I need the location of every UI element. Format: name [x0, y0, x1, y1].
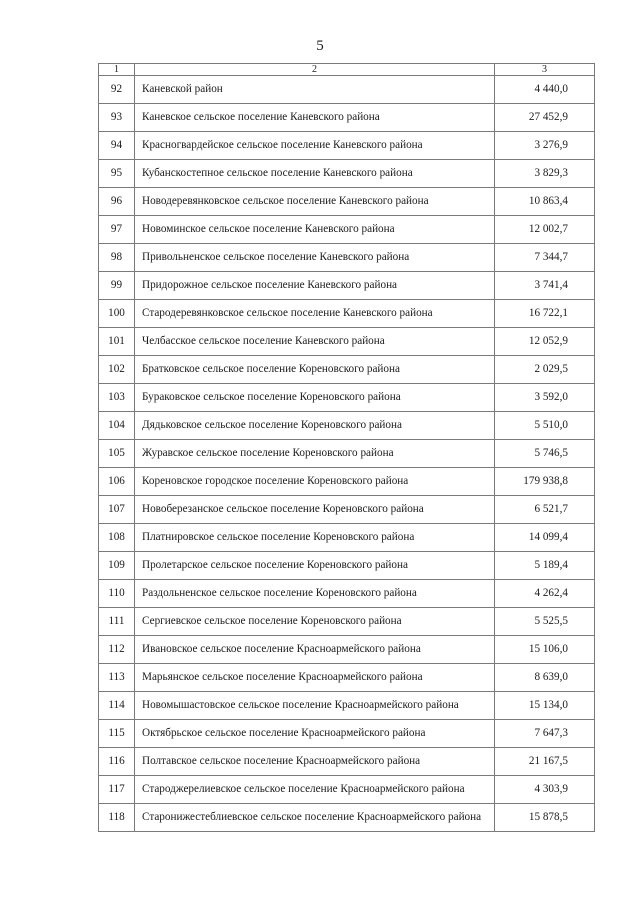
settlement-name: Пролетарское сельское поселение Кореновского района — [135, 552, 495, 580]
settlement-name: Каневской район — [135, 76, 495, 104]
settlement-name: Новоберезанское сельское поселение Кореновского района — [135, 496, 495, 524]
row-number: 94 — [99, 132, 135, 160]
settlement-name: Платнировское сельское поселение Кореновского района — [135, 524, 495, 552]
table-header-row — [99, 64, 595, 76]
table-row — [99, 748, 595, 776]
row-number: 108 — [99, 524, 135, 552]
amount-value: 15 106,0 — [495, 636, 595, 664]
table-row — [99, 104, 595, 132]
amount-value: 21 167,5 — [495, 748, 595, 776]
amount-value: 12 002,7 — [495, 216, 595, 244]
table-row — [99, 76, 595, 104]
settlement-name: Братковское сельское поселение Кореновского района — [135, 356, 495, 384]
row-number: 114 — [99, 692, 135, 720]
amount-value: 5 189,4 — [495, 552, 595, 580]
amount-value: 3 592,0 — [495, 384, 595, 412]
settlement-name: Каневское сельское поселение Каневского района — [135, 104, 495, 132]
row-number: 92 — [99, 76, 135, 104]
table-row — [99, 328, 595, 356]
column-header-value: 3 — [495, 64, 595, 76]
row-number: 105 — [99, 440, 135, 468]
row-number: 93 — [99, 104, 135, 132]
settlement-name: Марьянское сельское поселение Красноармейского района — [135, 664, 495, 692]
amount-value: 7 647,3 — [495, 720, 595, 748]
table-row — [99, 664, 595, 692]
table-row — [99, 496, 595, 524]
row-number: 111 — [99, 608, 135, 636]
amount-value: 5 525,5 — [495, 608, 595, 636]
settlement-name: Челбасское сельское поселение Каневского района — [135, 328, 495, 356]
table-body — [99, 76, 595, 832]
page-number: 5 — [316, 38, 324, 54]
amount-value: 5 510,0 — [495, 412, 595, 440]
row-number: 112 — [99, 636, 135, 664]
row-number: 103 — [99, 384, 135, 412]
settlement-name: Старонижестеблиевское сельское поселение Красноармейского района — [135, 804, 495, 832]
amount-value: 3 741,4 — [495, 272, 595, 300]
settlement-name: Журавское сельское поселение Кореновского района — [135, 440, 495, 468]
table-row — [99, 384, 595, 412]
settlement-name: Полтавское сельское поселение Красноармейского района — [135, 748, 495, 776]
column-header-number: 1 — [99, 64, 135, 76]
settlement-name: Кубанскостепное сельское поселение Каневского района — [135, 160, 495, 188]
column-header-name: 2 — [135, 64, 495, 76]
amount-value: 8 639,0 — [495, 664, 595, 692]
table-row — [99, 580, 595, 608]
row-number: 100 — [99, 300, 135, 328]
table-row — [99, 636, 595, 664]
row-number: 115 — [99, 720, 135, 748]
settlement-name: Кореновское городское поселение Кореновского района — [135, 468, 495, 496]
amount-value: 12 052,9 — [495, 328, 595, 356]
amount-value: 16 722,1 — [495, 300, 595, 328]
settlement-name: Придорожное сельское поселение Каневского района — [135, 272, 495, 300]
table-row — [99, 468, 595, 496]
settlement-name: Староджерелиевское сельское поселение Красноармейского района — [135, 776, 495, 804]
row-number: 110 — [99, 580, 135, 608]
amount-value: 6 521,7 — [495, 496, 595, 524]
row-number: 97 — [99, 216, 135, 244]
table-row — [99, 300, 595, 328]
table-row — [99, 524, 595, 552]
amount-value: 15 134,0 — [495, 692, 595, 720]
amount-value: 2 029,5 — [495, 356, 595, 384]
amount-value: 4 303,9 — [495, 776, 595, 804]
amount-value: 27 452,9 — [495, 104, 595, 132]
row-number: 104 — [99, 412, 135, 440]
table-row — [99, 440, 595, 468]
amount-value: 15 878,5 — [495, 804, 595, 832]
row-number: 118 — [99, 804, 135, 832]
row-number: 95 — [99, 160, 135, 188]
table-row — [99, 272, 595, 300]
amount-value: 4 262,4 — [495, 580, 595, 608]
row-number: 98 — [99, 244, 135, 272]
amount-value: 5 746,5 — [495, 440, 595, 468]
table-row — [99, 160, 595, 188]
table-row — [99, 356, 595, 384]
row-number: 107 — [99, 496, 135, 524]
row-number: 96 — [99, 188, 135, 216]
table-row — [99, 552, 595, 580]
settlement-name: Дядьковское сельское поселение Кореновского района — [135, 412, 495, 440]
settlement-name: Бураковское сельское поселение Кореновского района — [135, 384, 495, 412]
settlement-name: Привольненское сельское поселение Каневского района — [135, 244, 495, 272]
settlement-name: Новоминское сельское поселение Каневского района — [135, 216, 495, 244]
table-row — [99, 188, 595, 216]
row-number: 106 — [99, 468, 135, 496]
row-number: 99 — [99, 272, 135, 300]
table-row — [99, 216, 595, 244]
row-number: 102 — [99, 356, 135, 384]
row-number: 117 — [99, 776, 135, 804]
settlement-name: Новодеревянковское сельское поселение Каневского района — [135, 188, 495, 216]
settlement-name: Стародеревянковское сельское поселение Каневского района — [135, 300, 495, 328]
settlement-name: Раздольненское сельское поселение Кореновского района — [135, 580, 495, 608]
settlement-name: Ивановское сельское поселение Красноармейского района — [135, 636, 495, 664]
amount-value: 3 829,3 — [495, 160, 595, 188]
table-row — [99, 244, 595, 272]
amount-value: 3 276,9 — [495, 132, 595, 160]
amount-value: 4 440,0 — [495, 76, 595, 104]
row-number: 109 — [99, 552, 135, 580]
settlement-name: Октябрьское сельское поселение Красноармейского района — [135, 720, 495, 748]
table-row — [99, 804, 595, 832]
amount-value: 179 938,8 — [495, 468, 595, 496]
settlement-name: Красногвардейское сельское поселение Каневского района — [135, 132, 495, 160]
row-number: 101 — [99, 328, 135, 356]
amount-value: 14 099,4 — [495, 524, 595, 552]
amount-value: 7 344,7 — [495, 244, 595, 272]
row-number: 116 — [99, 748, 135, 776]
table-row — [99, 412, 595, 440]
budget-table — [98, 63, 595, 832]
table-row — [99, 608, 595, 636]
table-row — [99, 132, 595, 160]
row-number: 113 — [99, 664, 135, 692]
table-row — [99, 776, 595, 804]
settlement-name: Новомышастовское сельское поселение Красноармейского района — [135, 692, 495, 720]
amount-value: 10 863,4 — [495, 188, 595, 216]
table-row — [99, 692, 595, 720]
table-row — [99, 720, 595, 748]
settlement-name: Сергиевское сельское поселение Кореновского района — [135, 608, 495, 636]
